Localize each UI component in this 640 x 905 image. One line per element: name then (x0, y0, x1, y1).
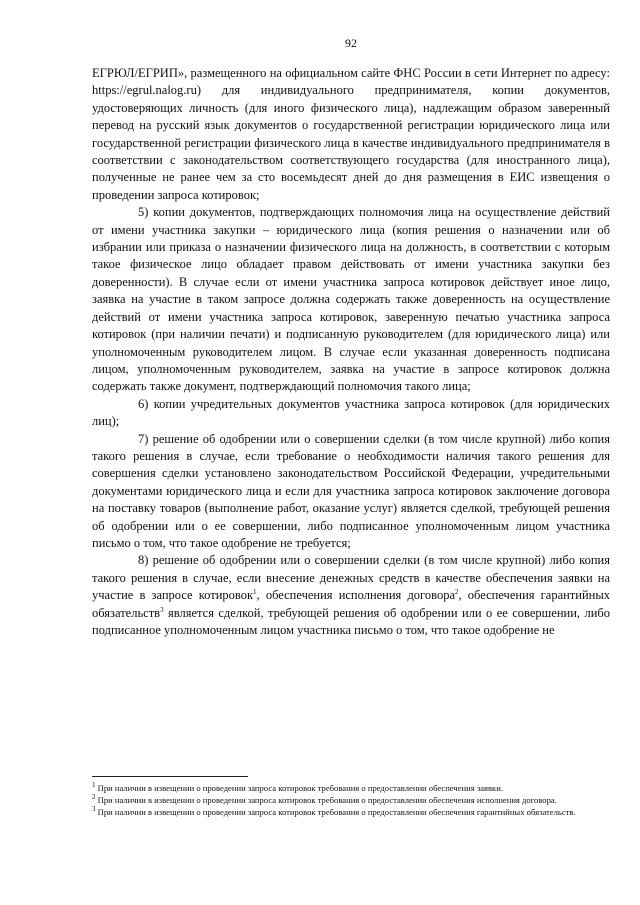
paragraph-item-7: 7) решение об одобрении или о совершении сделки (в том числе крупной) либо копия такого решения в случае, если требование о необходимости наличия такого решения для совершения сделки установлено законодательством Российской Федерации, учредительными документами юридического лица и если для участника запроса котировок заключение договора на поставку товаров (выполнение работ, оказание услуг) является сделкой, требующей решения об одобрении или о ее совершении, либо подписанное уполномоченным лицом участника письмо о том, что такое одобрение не требуется; (92, 431, 610, 550)
body-text (92, 65, 610, 639)
footnote-mark-2: 2 (92, 793, 96, 802)
paragraph-item-8 (92, 552, 610, 639)
footnote-mark-3: 3 (92, 805, 96, 814)
paragraph-item-5: 5) копии документов, подтверждающих полномочия лица на осуществление действий от имени участника закупки – юридического лица (копия решения о назначении или об избрании или приказа о назначении физического лица на должность, в соответствии с которым такое физическое лицо обладает правом действовать от имени участника закупки без доверенности). В случае если от имени участника запроса котировок действует иное лицо, заявка на участие в таком запросе должна содержать также доверенность на осуществление действий от имени участника запроса котировок, заверенную печатью участника запроса котировок (при наличии печати) и подписанную руководителем (для юридического лица) или уполномоченным руководителем лицом. В случае если указанная доверенность подписана лицом, уполномоченным руководителем, заявка на участие в запросе котировок должна содержать также документ, подтверждающий полномочия такого лица; (92, 205, 610, 394)
footnote-3 (92, 806, 610, 818)
footnote-mark-1: 1 (92, 781, 96, 790)
footnote-ref-3[interactable]: 3 (160, 605, 164, 614)
paragraph-item-8-part-d: является сделкой, требующей решения об одобрении или о ее совершении, либо подписанное уполномоченным лицом участника письмо о том, что такое одобрение не (92, 605, 610, 637)
footnote-2 (92, 794, 610, 806)
footnote-ref-1[interactable]: 1 (253, 588, 257, 597)
footnotes (92, 782, 610, 818)
footnote-text-2: При наличии в извещении о проведении запроса котировок требования о предоставлении обеспечения исполнения договора. (95, 795, 557, 805)
page-number: 92 (345, 36, 357, 50)
footnote-text-3: При наличии в извещении о проведении запроса котировок требования о предоставлении обеспечения гарантийных обязательств. (95, 807, 576, 817)
footnote-separator (92, 776, 248, 777)
paragraph-item-8-part-b: , обеспечения исполнения договора (256, 588, 455, 603)
footnote-1 (92, 782, 610, 794)
footnote-ref-2[interactable]: 2 (455, 588, 459, 597)
footnote-text-1: При наличии в извещении о проведении запроса котировок требования о предоставлении обеспечения заявки. (95, 783, 503, 793)
paragraph-item-8-part-c: , обеспечения гарантийных обязательств (92, 588, 610, 620)
paragraph-item-8-part-a: 8) решение об одобрении или о совершении сделки (в том числе крупной) либо копия такого решения в случае, если внесение денежных средств в качестве обеспечения заявки на участие в запросе котировок (92, 553, 610, 603)
paragraph-item-6: 6) копии учредительных документов участника запроса котировок (для юридических лиц); (92, 396, 610, 429)
paragraph-continuation: ЕГРЮЛ/ЕГРИП», размещенного на официальном сайте ФНС России в сети Интернет по адресу: https://egrul.nalog.ru) для индивидуального предпринимателя, копии документов, удостоверяющих личность (для иного физического лица), надлежащим образом заверенный перевод на русский язык документов о государственной регистрации юридического лица или государственной регистрации физического лица в качестве индивидуального предпринимателя в соответствии с законодательством соответствующего государства (для иностранного лица), полученные не ранее чем за сто восемьдесят дней до дня размещения в ЕИС извещения о проведении запроса котировок; (92, 66, 610, 202)
